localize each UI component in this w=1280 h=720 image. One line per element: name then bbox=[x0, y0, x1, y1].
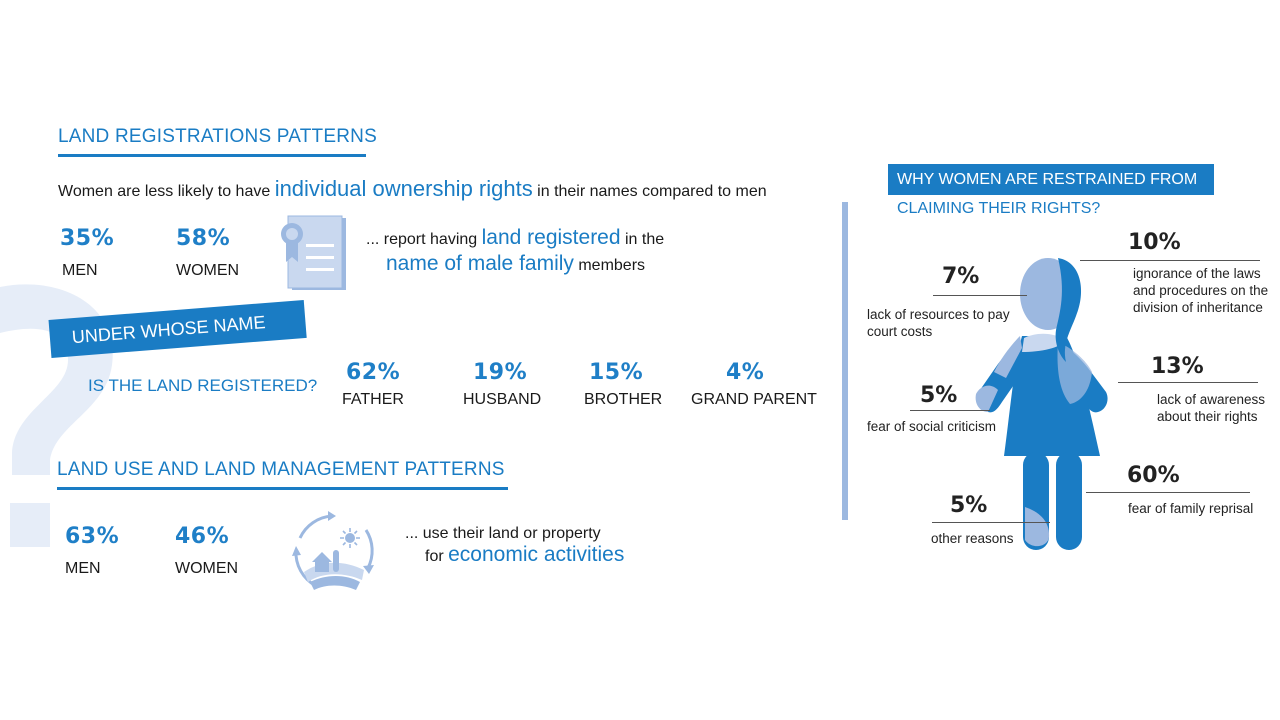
reason-criticism-label: fear of social criticism bbox=[867, 419, 997, 434]
reg-men-percent: 35% bbox=[60, 226, 115, 251]
reason-resources-leader bbox=[933, 295, 1027, 296]
section-divider bbox=[842, 202, 848, 520]
reason-awareness-label: lack of awareness about their rights bbox=[1157, 392, 1266, 424]
registration-intro bbox=[58, 176, 767, 202]
father-percent: 62% bbox=[346, 360, 401, 385]
grandparent-label: GRAND PARENT bbox=[691, 391, 817, 408]
use-men-label: MEN bbox=[65, 560, 101, 577]
registration-title-rule bbox=[58, 154, 366, 157]
reason-awareness-percent: 13% bbox=[1151, 354, 1204, 379]
reason-reprisal-label: fear of family reprisal bbox=[1128, 501, 1254, 516]
reason-awareness-leader bbox=[1118, 382, 1258, 383]
reg-women-percent: 58% bbox=[176, 226, 231, 251]
father-label: FATHER bbox=[342, 391, 404, 408]
whose-name-banner-text: UNDER WHOSE NAME bbox=[71, 312, 267, 348]
intro-text-end: in their names compared to men bbox=[532, 183, 767, 200]
desc-text-3: members bbox=[573, 257, 646, 274]
whose-name-question: IS THE LAND REGISTERED? bbox=[88, 376, 318, 395]
intro-emphasis: individual ownership rights bbox=[274, 176, 533, 201]
desc-emphasis-2: name of male family bbox=[386, 252, 574, 275]
desc-emphasis-1: land registered bbox=[481, 226, 621, 249]
intro-text-start: Women are less likely to have bbox=[58, 183, 275, 200]
reason-criticism-leader bbox=[910, 410, 990, 411]
registration-desc-line1 bbox=[366, 226, 664, 250]
why-subtitle: CLAIMING THEIR RIGHTS? bbox=[897, 200, 1101, 217]
why-banner bbox=[888, 164, 1214, 195]
reason-ignorance-leader bbox=[1080, 260, 1260, 261]
use-women-percent: 46% bbox=[175, 524, 230, 549]
land-use-desc-emphasis: economic activities bbox=[448, 543, 625, 566]
brother-label: BROTHER bbox=[584, 391, 663, 408]
reason-reprisal-percent: 60% bbox=[1127, 463, 1180, 488]
brother-percent: 15% bbox=[589, 360, 644, 385]
use-men-percent: 63% bbox=[65, 524, 120, 549]
reg-women-label: WOMEN bbox=[176, 262, 240, 279]
certificate-icon bbox=[276, 214, 350, 294]
land-use-title-rule bbox=[57, 487, 508, 490]
land-use-desc-line1: ... use their land or property bbox=[405, 525, 601, 542]
why-banner-text: WHY WOMEN ARE RESTRAINED FROM bbox=[897, 171, 1198, 188]
reason-reprisal-leader bbox=[1086, 492, 1250, 493]
land-use-desc-line2 bbox=[425, 543, 624, 567]
reason-ignorance-label: ignorance of the laws and procedures on the division of inheritance bbox=[1133, 266, 1269, 315]
desc-text-2: in the bbox=[620, 231, 665, 248]
reason-criticism-percent: 5% bbox=[920, 383, 958, 408]
grandparent-percent: 4% bbox=[726, 360, 765, 385]
reason-ignorance-percent: 10% bbox=[1128, 230, 1181, 255]
land-use-section-title: LAND USE AND LAND MANAGEMENT PATTERNS bbox=[57, 459, 505, 480]
reason-other-percent: 5% bbox=[950, 493, 988, 518]
registration-desc-line2 bbox=[386, 252, 645, 276]
reg-men-label: MEN bbox=[62, 262, 98, 279]
registration-section-title: LAND REGISTRATIONS PATTERNS bbox=[58, 126, 377, 147]
reason-resources-percent: 7% bbox=[942, 264, 980, 289]
husband-label: HUSBAND bbox=[463, 391, 542, 408]
reason-other-leader bbox=[932, 522, 1050, 523]
reason-resources-label: lack of resources to pay court costs bbox=[867, 307, 1010, 339]
desc-text-1: ... report having bbox=[366, 231, 482, 248]
woman-figure-icon bbox=[970, 252, 1130, 552]
farm-cycle-icon bbox=[286, 508, 380, 596]
reason-other-label: other reasons bbox=[931, 531, 1014, 546]
husband-percent: 19% bbox=[473, 360, 528, 385]
land-use-desc-for: for bbox=[425, 548, 449, 565]
use-women-label: WOMEN bbox=[175, 560, 239, 577]
